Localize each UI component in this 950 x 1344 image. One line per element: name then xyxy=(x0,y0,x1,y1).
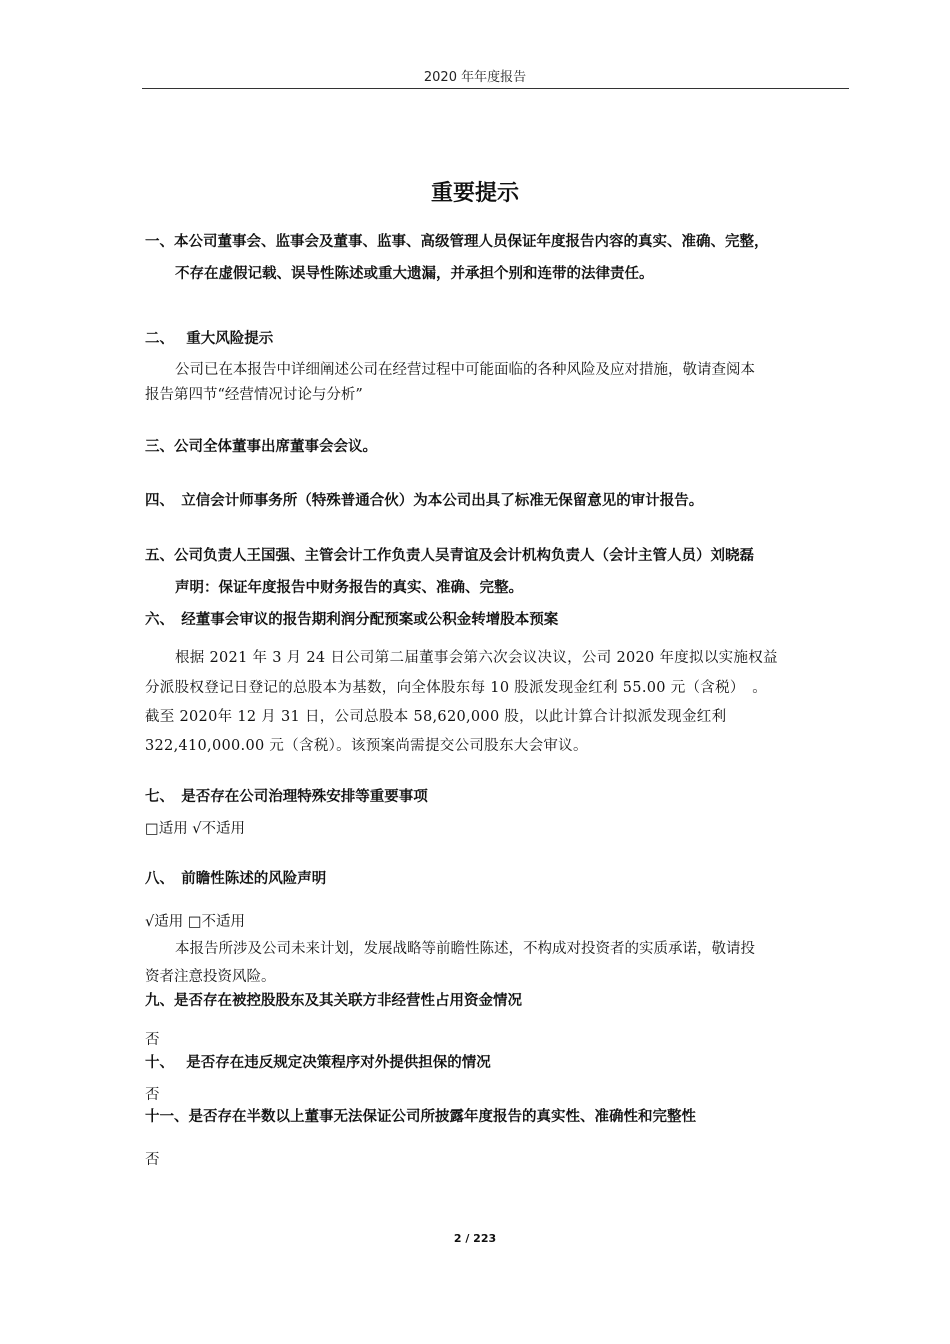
section-9-heading: 九、是否存在被控股股东及其关联方非经营性占用资金情况 xyxy=(145,993,522,1009)
page-title: 重要提示 xyxy=(430,181,519,206)
section-6-line-3: 截至 2020年 12 月 31 日，公司总股本 58,620,000 股，以此计算合计拟派发现金红利 xyxy=(145,709,727,725)
section-11-answer: 否 xyxy=(145,1152,160,1168)
section-6-line-1: 根据 2021 年 3 月 24 日公司第二届董事会第六次会议决议，公司 2020 年度拟以实施权益 xyxy=(175,650,778,666)
section-5-line-2: 声明：保证年度报告中财务报告的真实、准确、完整。 xyxy=(175,580,523,596)
header-title: 2020 年年度报告 xyxy=(423,70,527,85)
section-11-heading: 十一、是否存在半数以上董事无法保证公司所披露年度报告的真实性、准确性和完整性 xyxy=(145,1109,696,1125)
section-1-line-1: 一、本公司董事会、监事会及董事、监事、高级管理人员保证年度报告内容的真实、准确、完整， xyxy=(145,234,769,250)
section-8-answer: √适用 □不适用 xyxy=(145,914,246,930)
section-8-heading: 八、 前瞻性陈述的风险声明 xyxy=(145,871,327,887)
section-1-line-2: 不存在虚假记载、误导性陈述或重大遗漏，并承担个别和连带的法律责任。 xyxy=(175,266,654,282)
section-3-heading: 三、公司全体董事出席董事会会议。 xyxy=(145,439,377,455)
section-5-line-1: 五、公司负责人王国强、主管会计工作负责人吴青谊及会计机构负责人（会计主管人员）刘晓磊 xyxy=(145,548,754,564)
section-9-answer: 否 xyxy=(145,1032,160,1048)
section-6-heading: 六、 经董事会审议的报告期利润分配预案或公积金转增股本预案 xyxy=(145,612,559,628)
section-2-line-2: 报告第四节“经营情况讨论与分析” xyxy=(145,387,363,403)
header-rule xyxy=(142,88,849,89)
section-2-heading: 二、 重大风险提示 xyxy=(145,331,274,347)
section-7-answer: □适用 √不适用 xyxy=(145,821,246,837)
section-6-line-4: 322,410,000.00 元（含税）。该预案尚需提交公司股东大会审议。 xyxy=(145,738,588,754)
section-2-line-1: 公司已在本报告中详细阐述公司在经营过程中可能面临的各种风险及应对措施，敬请查阅本 xyxy=(175,362,755,378)
section-8-line-2: 资者注意投资风险。 xyxy=(145,969,276,985)
page-number: 2 / 223 xyxy=(453,1232,497,1245)
section-4-heading: 四、 立信会计师事务所（特殊普通合伙）为本公司出具了标准无保留意见的审计报告。 xyxy=(145,493,704,509)
section-10-heading: 十、 是否存在违反规定决策程序对外提供担保的情况 xyxy=(145,1055,491,1071)
section-8-line-1: 本报告所涉及公司未来计划，发展战略等前瞻性陈述，不构成对投资者的实质承诺，敬请投 xyxy=(175,941,755,957)
section-6-line-2: 分派股权登记日登记的总股本为基数，向全体股东每 10 股派发现金红利 55.00 元（含税） 。 xyxy=(145,680,768,696)
section-7-heading: 七、 是否存在公司治理特殊安排等重要事项 xyxy=(145,789,428,805)
section-10-answer: 否 xyxy=(145,1087,160,1103)
